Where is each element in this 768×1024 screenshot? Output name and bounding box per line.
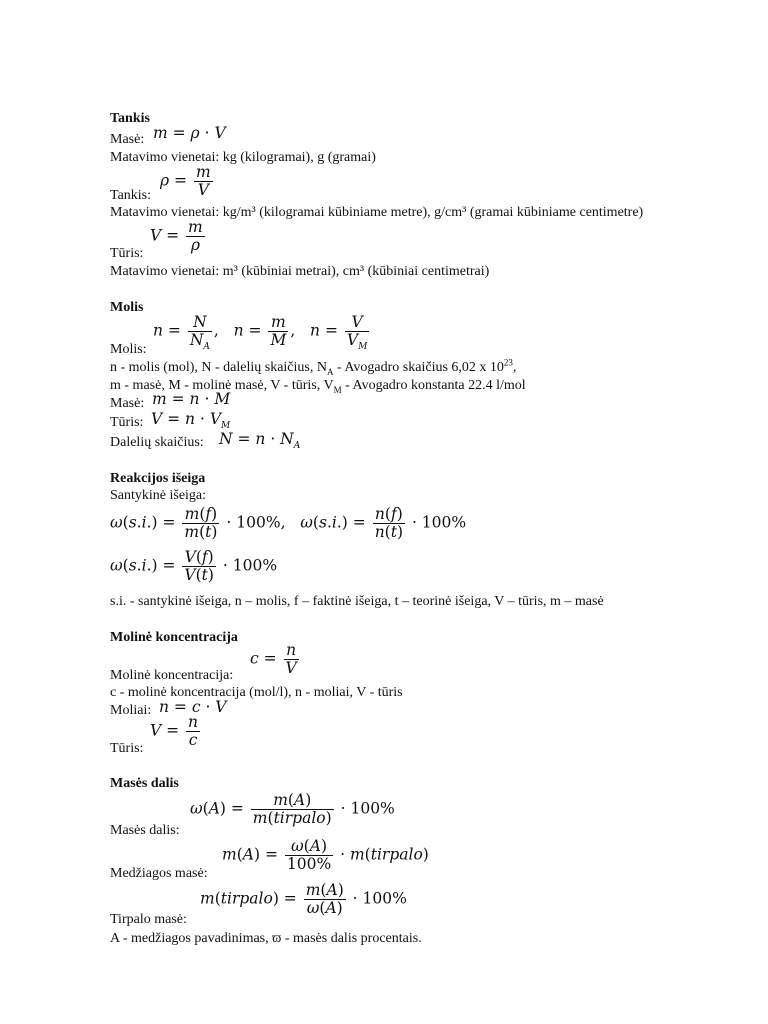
section-heading-molis: Molis: [110, 300, 144, 315]
formula-mass-density: m = ρ · V: [153, 124, 226, 142]
section-heading-iseiga: Reakcijos išeiga: [110, 471, 206, 486]
daleliu-label: Dalelių skaičius:: [110, 435, 204, 450]
moliai-label: Moliai:: [110, 703, 152, 718]
formula-concentration: c = $\frac{n}{V}$: [250, 641, 297, 677]
formula-volume-moles: $V = n \cdot V_M$: [151, 410, 231, 432]
tankis-units: Matavimo vienetai: kg/m³ (kilogramai kūbiniame metre), g/cm³ (gramai kūbiniame centimetre): [110, 205, 644, 220]
molis-definitions-1: n - molis (mol), N - dalelių skaičius, $N_A$ - Avogadro skaičius 6,02 x $10^{23}$,: [110, 357, 517, 377]
turis-units: Matavimo vienetai: m³ (kūbiniai metrai), cm³ (kūbiniai centimetrai): [110, 264, 490, 279]
mase-label: Masė:: [110, 132, 145, 147]
section-heading-koncentracija: Molinė koncentracija: [110, 630, 238, 645]
turis-label: Tūris:: [110, 246, 144, 261]
section-heading-mases-dalis: Masės dalis: [110, 776, 179, 791]
santykine-label: Santykinė išeiga:: [110, 488, 207, 503]
koncentracija-note: c - molinė koncentracija (mol/l), n - moliai, V - tūris: [110, 685, 403, 700]
formula-mass-moles: m = n · M: [152, 390, 231, 408]
formula-moles-concentration: n = c · V: [159, 698, 227, 716]
koncentracija-label: Molinė koncentracija:: [110, 668, 234, 683]
formula-moles: n = $\frac{N}{N_A}$ , n = $\frac{m}{M}$ , n = $\frac{V}{V_M}$: [153, 313, 368, 353]
formula-density: ρ = $\frac{m}{V}$: [160, 163, 211, 199]
tankis-label: Tankis:: [110, 188, 152, 203]
formula-particles: $N = n \cdot N_A$: [219, 430, 301, 452]
koncentracija-turis-label: Tūris:: [110, 741, 144, 756]
mase-units: Matavimo vienetai: kg (kilogramai), g (gramai): [110, 150, 376, 165]
medziagos-label: Medžiagos masė:: [110, 866, 208, 881]
molis-turis-label: Tūris:: [110, 415, 144, 430]
formula-yield-volume: ω(s.i.) = $\frac{V(f)}{V(t)}$ · 100%: [110, 548, 278, 584]
formula-solution-mass: m(tirpalo) = $\frac{m(A)}{\omega(A)}$ · 100%: [200, 881, 407, 917]
formula-volume: V = $\frac{m}{\rho}$: [150, 218, 203, 254]
tirpalo-label: Tirpalo masė:: [110, 912, 187, 927]
formula-yield-mass: ω(s.i.) = $\frac{m(f)}{m(t)}$ · 100%, ω(s.i.) = $\frac{n(f)}{n(t)}$ · 100%: [110, 505, 467, 541]
section-heading-tankis: Tankis: [110, 111, 150, 126]
molis-definitions-2: m - masė, M - molinė masė, V - tūris, $V_M$ - Avogadro konstanta 22.4 l/mol: [110, 378, 526, 395]
formula-volume-concentration: V = $\frac{n}{c}$: [150, 713, 199, 749]
iseiga-note: s.i. - santykinė išeiga, n – molis, f – faktinė išeiga, t – teorinė išeiga, V – tūris, m – masė: [110, 594, 604, 609]
formula-substance-mass: m(A) = $\frac{\omega(A)}{100\%}$ · m(tirpalo): [222, 837, 429, 873]
mases-dalis-label: Masės dalis:: [110, 823, 180, 838]
mases-dalis-note: A - medžiagos pavadinimas, ϖ - masės dalis procentais.: [110, 931, 422, 946]
molis-mase-label: Masė:: [110, 396, 145, 411]
molis-label: Molis:: [110, 342, 147, 357]
formula-mass-fraction: ω(A) = $\frac{m(A)}{\text{m(tirpalo)}}$ · 100%: [190, 791, 395, 827]
